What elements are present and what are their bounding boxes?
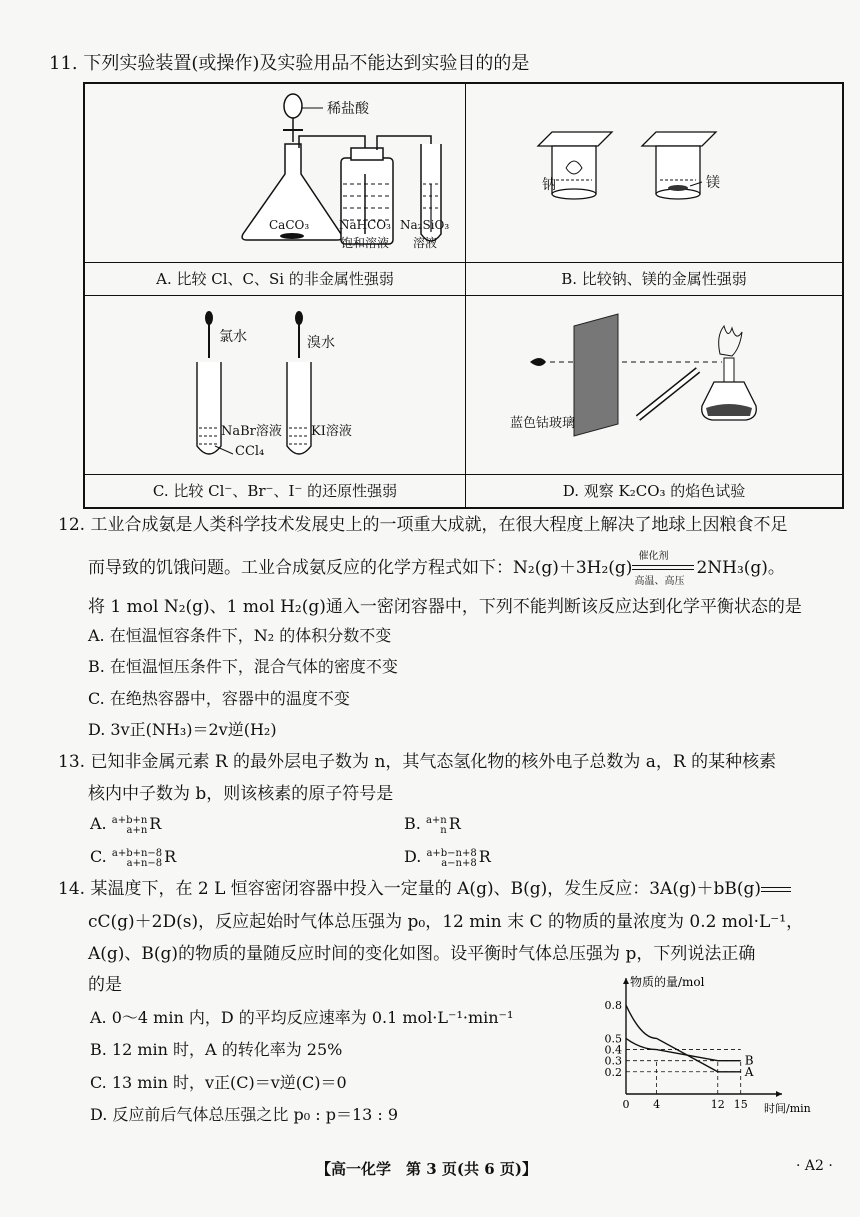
option-letter: A. [90,814,107,833]
x-tick-label: 4 [653,1098,661,1111]
reverse-arrow-line [761,891,791,892]
q12-option-c: C. 在绝热容器中，容器中的温度不变 [88,689,350,708]
label-bromine-water: 溴水 [307,335,335,351]
q11-stem: 11. 下列实验装置(或操作)及实验用品不能达到实验目的的是 [49,53,530,74]
caption-d: D. 观察 K₂CO₃ 的焰色试验 [466,474,842,507]
option-letter: B. [404,814,421,833]
catalyst-label: 催化剂 [638,550,669,562]
caption-b: B. 比较钠、镁的金属性强弱 [466,262,842,295]
q12-line3: 将 1 mol N₂(g)、1 mol H₂(g)通入一密闭容器中，下列不能判断该反应达到化学平衡状态的是 [88,597,802,617]
label-saturated-solution: 饱和溶液 [341,236,390,250]
q14-line1 [58,879,791,899]
label-dilute-hcl: 稀盐酸 [327,101,369,117]
q11-apparatus-table [83,82,844,509]
figure-c [85,296,465,474]
apparatus-a-drawing [85,84,465,262]
y-axis-label: 物质的量/mol [630,975,705,989]
q12-line2-start: 而导致的饥饿问题。工业合成氨反应的化学方程式如下：N₂(g)＋3H₂(g) [88,558,633,578]
series-a-line [626,1005,741,1072]
label-magnesium: 镁 [706,175,720,191]
q14-option-c: C. 13 min 时，v正(C)＝v逆(C)＝0 [90,1073,347,1092]
mass-number: a+n [425,815,447,826]
label-chlorine-water: 氯水 [219,329,247,345]
atomic-number: a−n+8 [441,858,477,869]
q12-line2-end: 2NH₃(g)。 [696,558,785,578]
y-tick-label: 0.5 [604,1032,622,1046]
apparatus-b-drawing [466,84,842,262]
figure-d [466,296,842,474]
q14-option-b: B. 12 min 时，A 的转化率为 25% [90,1040,343,1059]
label-cobalt-glass: 蓝色钴玻璃 [510,416,576,431]
x-tick-label: 0 [622,1098,630,1111]
apparatus-c-drawing [85,296,465,474]
series-a-label: A [744,1064,754,1079]
q13-option-a [90,814,161,836]
x-tick-label: 12 [710,1098,725,1111]
figure-a [85,84,465,262]
series-b-label: B [744,1053,754,1068]
element-symbol: R [164,847,177,866]
q13-option-d [404,847,491,869]
q12-line2 [88,550,785,587]
isotope-numbers [112,816,148,836]
apparatus-d-drawing [466,296,842,474]
moles-vs-time-chart [586,970,811,1120]
figure-b [466,84,842,262]
q13-line1: 13. 已知非金属元素 R 的最外层电子数为 n，其气态氢化物的核外电子总数为 a，R 的某种核素 [58,752,777,772]
equilibrium-arrow [761,885,791,895]
label-ccl4: CCl₄ [235,444,265,459]
q14-option-d: D. 反应前后气体总压强之比 p₀ : p＝13 : 9 [90,1105,399,1124]
q12-option-b: B. 在恒温恒压条件下，混合气体的密度不变 [88,657,398,676]
mass-number: a+b−n+8 [426,848,477,859]
y-axis-arrow-icon [623,978,629,984]
label-solution: 溶液 [413,236,438,250]
element-symbol: R [149,814,162,833]
q14-line2: cC(g)＋2D(s)，反应起始时气体总压强为 p₀，12 min 末 C 的物质的量浓度为 0.2 mol·L⁻¹， [88,912,804,932]
mass-number: a+b+n−8 [111,848,163,859]
x-axis-label: 时间/min [764,1102,811,1115]
atomic-number: n [440,825,447,836]
forward-arrow-line [761,887,791,888]
option-letter: C. [90,847,107,866]
eye-icon [530,358,546,366]
label-caco3: CaCO₃ [269,218,310,232]
caption-a: A. 比较 Cl、C、Si 的非金属性强弱 [85,262,465,295]
equilibrium-arrow [632,550,696,587]
q14-option-a: A. 0～4 min 内，D 的平均反应速率为 0.1 mol·L⁻¹·min⁻¹ [90,1008,514,1027]
q14-line1-text: 14. 某温度下，在 2 L 恒容密闭容器中投入一定量的 A(g)、B(g)，发生反应：3A(g)＋bB(g) [58,879,761,899]
label-nahco3: NaHCO₃ [339,218,391,232]
x-tick-label: 15 [733,1098,748,1111]
label-ki-solution: KI溶液 [311,424,352,439]
q14-line4: 的是 [88,975,122,995]
option-letter: D. [404,847,422,866]
q13-line2: 核内中子数为 b，则该核素的原子符号是 [88,784,394,804]
q12-option-a: A. 在恒温恒容条件下，N₂ 的体积分数不变 [88,626,392,645]
q12-line1: 12. 工业合成氨是人类科学技术发展史上的一项重大成就，在很大程度上解决了地球上因粮食不足 [58,515,788,535]
mass-number: a+b+n [111,815,148,826]
q13-option-c [90,847,176,869]
isotope-numbers [426,849,476,869]
caption-c: C. 比较 Cl⁻、Br⁻、I⁻ 的还原性强弱 [85,474,465,507]
q12-option-d: D. 3v正(NH₃)＝2v逆(H₂) [88,720,277,739]
q14-line3: A(g)、B(g)的物质的量随反应时间的变化如图。设平衡时气体总压强为 p，下列说法正确 [88,944,756,964]
isotope-numbers [426,816,447,836]
label-sodium: 钠 [542,177,556,193]
label-nabr-solution: NaBr溶液 [221,424,282,439]
page-footer: 【高一化学 第 3 页(共 6 页)】 [316,1160,537,1178]
element-symbol: R [448,814,461,833]
label-na2sio3: Na₂SiO₃ [400,218,450,232]
q13-option-b [404,814,461,836]
y-tick-label: 0.3 [604,1054,622,1068]
x-axis-arrow-icon [776,1091,782,1097]
reverse-arrow-line [632,569,694,570]
atomic-number: a+n−8 [126,858,163,869]
y-tick-label: 0.8 [604,999,622,1013]
isotope-numbers [112,849,162,869]
atomic-number: a+n [126,825,148,836]
page-code: · A2 · [796,1158,833,1174]
y-tick-label: 0.2 [604,1065,622,1079]
forward-arrow-line [632,565,694,566]
element-symbol: R [478,847,491,866]
y-tick-label: 0.4 [604,1043,622,1057]
condition-label: 高温、高压 [634,575,685,587]
